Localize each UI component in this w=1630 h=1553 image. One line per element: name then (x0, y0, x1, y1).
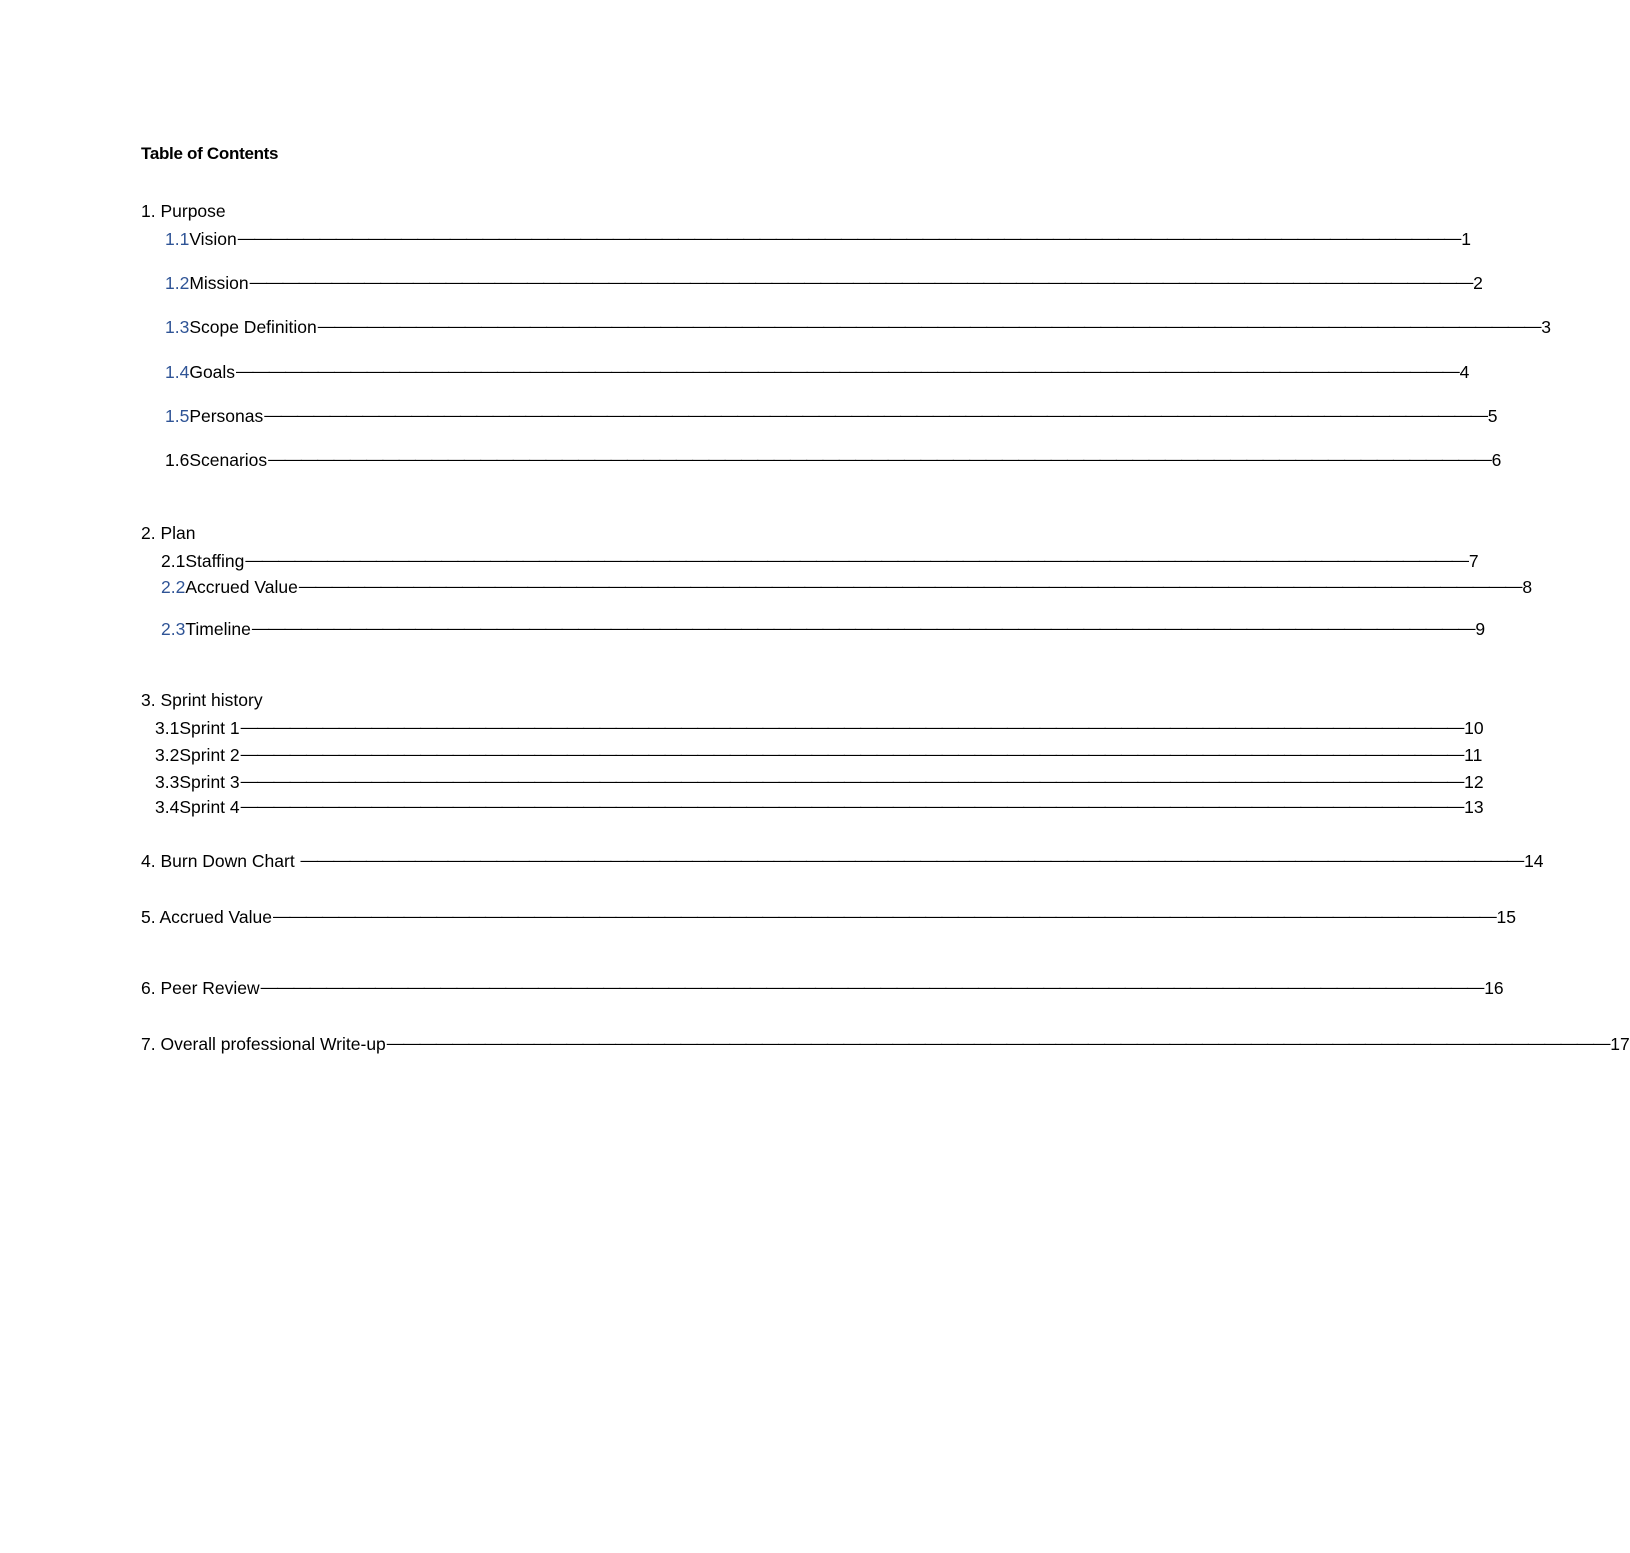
toc-entry-label: Sprint 2 (179, 745, 240, 765)
dot-leader: ——————————————————————————————————————————————————————————————————————————— (273, 906, 1496, 926)
toc-entry-number: 1.2 (165, 273, 190, 293)
toc-entry-label: Personas (189, 406, 264, 426)
toc-entry-page: 7 (1468, 551, 1479, 571)
dot-leader: ——————————————————————————————————————————————————————————————————————————— (300, 850, 1524, 870)
dot-leader: ——————————————————————————————————————————————————————————————————————————— (237, 228, 1461, 248)
toc-entry-label: Accrued Value (185, 577, 298, 597)
toc-entry-page: 1 (1461, 229, 1471, 249)
toc-entry[interactable] (155, 717, 1484, 739)
toc-entry-label: Sprint 1 (179, 718, 240, 738)
toc-entry[interactable] (141, 850, 1544, 872)
toc-entry-number: 1.1 (165, 229, 190, 249)
toc-entry-label: Staffing (185, 551, 245, 571)
toc-entry-number: 2.3 (161, 619, 186, 639)
toc-entry-label: 5. Accrued Value (141, 907, 273, 927)
dot-leader: ——————————————————————————————————————————————————————————————————————————— (298, 576, 1522, 596)
dot-leader: ——————————————————————————————————————————————————————————————————————————— (236, 361, 1459, 381)
toc-entry-number: 1.4 (165, 362, 190, 382)
toc-entry[interactable] (165, 228, 1471, 250)
toc-entry[interactable] (155, 744, 1483, 766)
toc-entry[interactable] (165, 405, 1498, 427)
toc-entry-label: Mission (189, 273, 249, 293)
toc-entry-page: 9 (1475, 619, 1486, 639)
toc-entry[interactable] (141, 906, 1516, 928)
toc-entry-page: 15 (1496, 907, 1516, 927)
toc-entry-label: Timeline (185, 619, 251, 639)
toc-entry-number: 1.6 (165, 450, 190, 470)
dot-leader: ——————————————————————————————————————————————————————————————————————————— (251, 618, 1475, 638)
toc-entry-number: 2.1 (161, 551, 186, 571)
toc-entry[interactable] (161, 576, 1533, 598)
toc-entry-label: Vision (189, 229, 237, 249)
dot-leader: ——————————————————————————————————————————————————————————————————————————— (260, 977, 1484, 997)
toc-entry-label: Scenarios (189, 450, 268, 470)
toc-entry-number: 2.2 (161, 577, 186, 597)
toc-entry[interactable] (141, 1033, 1630, 1055)
toc-entry-label: Goals (189, 362, 236, 382)
dot-leader: ——————————————————————————————————————————————————————————————————————————— (386, 1033, 1610, 1053)
toc-entry-page: 10 (1464, 718, 1484, 738)
section-heading-plan: 2. Plan (141, 523, 196, 543)
dot-leader: ——————————————————————————————————————————————————————————————————————————— (268, 449, 1491, 469)
section-heading-sprint-history: 3. Sprint history (141, 690, 263, 710)
dot-leader: ——————————————————————————————————————————————————————————————————————————— (317, 316, 1541, 336)
dot-leader: ——————————————————————————————————————————————————————————————————————————— (240, 744, 1464, 764)
toc-entry-page: 4 (1459, 362, 1470, 382)
dot-leader: ——————————————————————————————————————————————————————————————————————————— (264, 405, 1487, 425)
section-heading-purpose: 1. Purpose (141, 201, 226, 221)
toc-entry-page: 11 (1464, 745, 1483, 765)
toc-entry-number: 3.3 (155, 772, 180, 792)
toc-entry-page: 2 (1473, 273, 1483, 293)
toc-entry[interactable] (165, 449, 1502, 471)
toc-title: Table of Contents (141, 144, 279, 163)
toc-entry-label: 4. Burn Down Chart (141, 851, 300, 871)
toc-entry[interactable] (165, 272, 1483, 294)
toc-entry[interactable] (165, 316, 1552, 338)
toc-entry-page: 12 (1464, 772, 1484, 792)
toc-entry-page: 16 (1484, 978, 1504, 998)
toc-entry-label: Sprint 3 (179, 772, 240, 792)
toc-entry[interactable] (155, 796, 1484, 818)
toc-entry-label: Sprint 4 (179, 797, 240, 817)
toc-entry-page: 14 (1524, 851, 1544, 871)
toc-entry-page: 3 (1541, 317, 1552, 337)
toc-entry-page: 8 (1522, 577, 1533, 597)
toc-entry[interactable] (161, 618, 1486, 640)
toc-entry-page: 6 (1491, 450, 1502, 470)
toc-entry-number: 1.3 (165, 317, 190, 337)
toc-entry-number: 3.1 (155, 718, 180, 738)
toc-entry[interactable] (155, 771, 1484, 793)
dot-leader: ——————————————————————————————————————————————————————————————————————————— (240, 771, 1464, 791)
dot-leader: ——————————————————————————————————————————————————————————————————————————— (240, 796, 1464, 816)
toc-entry[interactable] (165, 361, 1470, 383)
toc-entry-label: 6. Peer Review (141, 978, 260, 998)
toc-entry-number: 3.2 (155, 745, 180, 765)
toc-entry-number: 1.5 (165, 406, 190, 426)
dot-leader: ——————————————————————————————————————————————————————————————————————————— (245, 550, 1468, 570)
toc-entry-label: Scope Definition (189, 317, 317, 337)
dot-leader: ——————————————————————————————————————————————————————————————————————————— (240, 717, 1464, 737)
toc-entry[interactable] (141, 977, 1504, 999)
dot-leader: ——————————————————————————————————————————————————————————————————————————— (249, 272, 1473, 292)
toc-entry[interactable] (161, 550, 1479, 572)
toc-entry-page: 13 (1464, 797, 1484, 817)
toc-entry-page: 5 (1487, 406, 1498, 426)
toc-entry-page: 17 (1610, 1034, 1630, 1054)
toc-entry-number: 3.4 (155, 797, 180, 817)
toc-entry-label: 7. Overall professional Write-up (141, 1034, 386, 1054)
